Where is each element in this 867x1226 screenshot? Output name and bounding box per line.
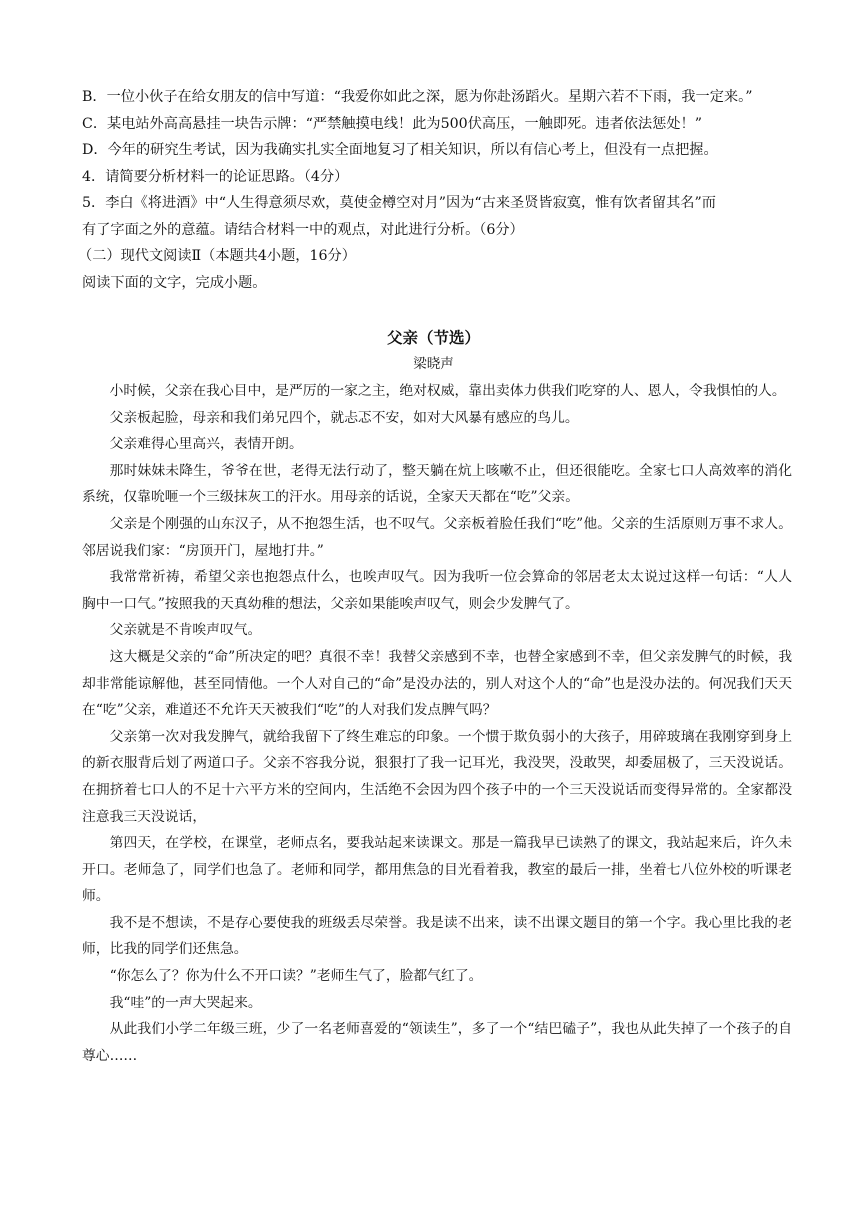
article-paragraph: 这大概是父亲的“命”所决定的吧？真很不幸！我替父亲感到不幸，也替全家感到不幸，但父亲发脾气的时候，我却非常能谅解他，甚至同情他。一个人对自己的“命”是没办法的，别人对这个人的“命”也是没办法的。何况我们天天在“吃”父亲，难道还不允许天天被我们“吃”的人对我们发点脾气吗？ [82, 648, 792, 719]
question-4: 4．请简要分析材料一的论证思路。（4分） [82, 168, 349, 185]
article-paragraph: 我不是不想读，不是存心要使我的班级丢尽荣誉。我是读不出来，读不出课文题目的第一个字。我心里比我的老师，比我的同学们还焦急。 [82, 914, 792, 958]
question-section [0, 84, 867, 296]
article-paragraph: 那时妹妹未降生，爷爷在世，老得无法行动了，整天躺在炕上咳嗽不止，但还很能吃。全家七口人高效率的消化系统，仅靠吮咂一个三级抹灰工的汗水。用母亲的话说，全家天天都在“吃”父亲。 [82, 462, 792, 506]
article-title: 父亲（节选） [386, 328, 480, 347]
article-paragraph: 小时候，父亲在我心目中，是严厉的一家之主，绝对权威，靠出卖体力供我们吃穿的人、恩人，令我惧怕的人。 [109, 383, 786, 399]
article-paragraph: 我“哇”的一声大哭起来。 [109, 994, 262, 1011]
article-paragraph: 父亲第一次对我发脾气，就给我留下了终生难忘的印象。一个惯于欺负弱小的大孩子，用碎玻璃在我刚穿到身上的新衣服背后划了两道口子。父亲不容我分说，狠狠打了我一记耳光，我没哭，没敢哭，却委屈极了，三天没说话。在拥挤着七口人的不足十六平方米的空间内，生活绝不会因为四个孩子中的一个三天没说话而变得异常的。全家都没注意我三天没说话， [82, 728, 792, 825]
article-paragraph: 父亲是个刚强的山东汉子，从不抱怨生活，也不叹气。父亲板着脸任我们“吃”他。父亲的生活原则万事不求人。邻居说我们家：“房顶开门，屋地打井。” [82, 515, 792, 559]
option-d: D．今年的研究生考试，因为我确实扎实全面地复习了相关知识，所以有信心考上，但没有一点把握。 [82, 142, 718, 158]
option-b: B．一位小伙子在给女朋友的信中写道：“我爱你如此之深，愿为你赴汤蹈火。星期六若不下雨，我一定来。” [82, 89, 753, 105]
article-paragraph: 父亲就是不肯唉声叹气。 [109, 622, 262, 639]
reading-instruction: 阅读下面的文字，完成小题。 [82, 274, 267, 291]
article-paragraph: “你怎么了？你为什么不开口读？”老师生气了，脸都气红了。 [109, 968, 483, 985]
article-paragraph: 父亲难得心里高兴，表情开朗。 [109, 436, 303, 453]
article-body [0, 378, 867, 1069]
question-5-line-2: 有了字面之外的意蕴。请结合材料一中的观点，对此进行分析。（6分） [82, 221, 524, 238]
section-heading: （二）现代文阅读Ⅱ（本题共4小题，16分） [78, 248, 356, 264]
question-5-line-1: 5．李白《将进酒》中“人生得意须尽欢，莫使金樽空对月”因为“古来圣贤皆寂寞，惟有饮者留其名”而 [82, 195, 716, 211]
option-c: C．某电站外高高悬挂一块告示牌：“严禁触摸电线！此为500伏高压，一触即死。违者依法惩处！” [82, 115, 702, 132]
article-author: 梁晓声 [413, 356, 454, 372]
article-paragraph: 第四天，在学校，在课堂，老师点名，要我站起来读课文。那是一篇我早已读熟了的课文，我站起来后，许久未开口。老师急了，同学们也急了。老师和同学，都用焦急的目光看着我，教室的最后一排，坐着七八位外校的听课老师。 [82, 835, 792, 905]
article-paragraph: 我常常祈祷，希望父亲也抱怨点什么，也唉声叹气。因为我听一位会算命的邻居老太太说过这样一句话：“人人胸中一口气。”按照我的天真幼稚的想法，父亲如果能唉声叹气，则会少发脾气了。 [82, 569, 792, 612]
article-paragraph: 父亲板起脸，母亲和我们弟兄四个，就忐忑不安，如对大风暴有感应的鸟儿。 [109, 409, 579, 426]
article-paragraph: 从此我们小学二年级三班，少了一名老师喜爱的“领读生”，多了一个“结巴磕子”，我也从此失掉了一个孩子的自尊心…… [82, 1021, 792, 1064]
